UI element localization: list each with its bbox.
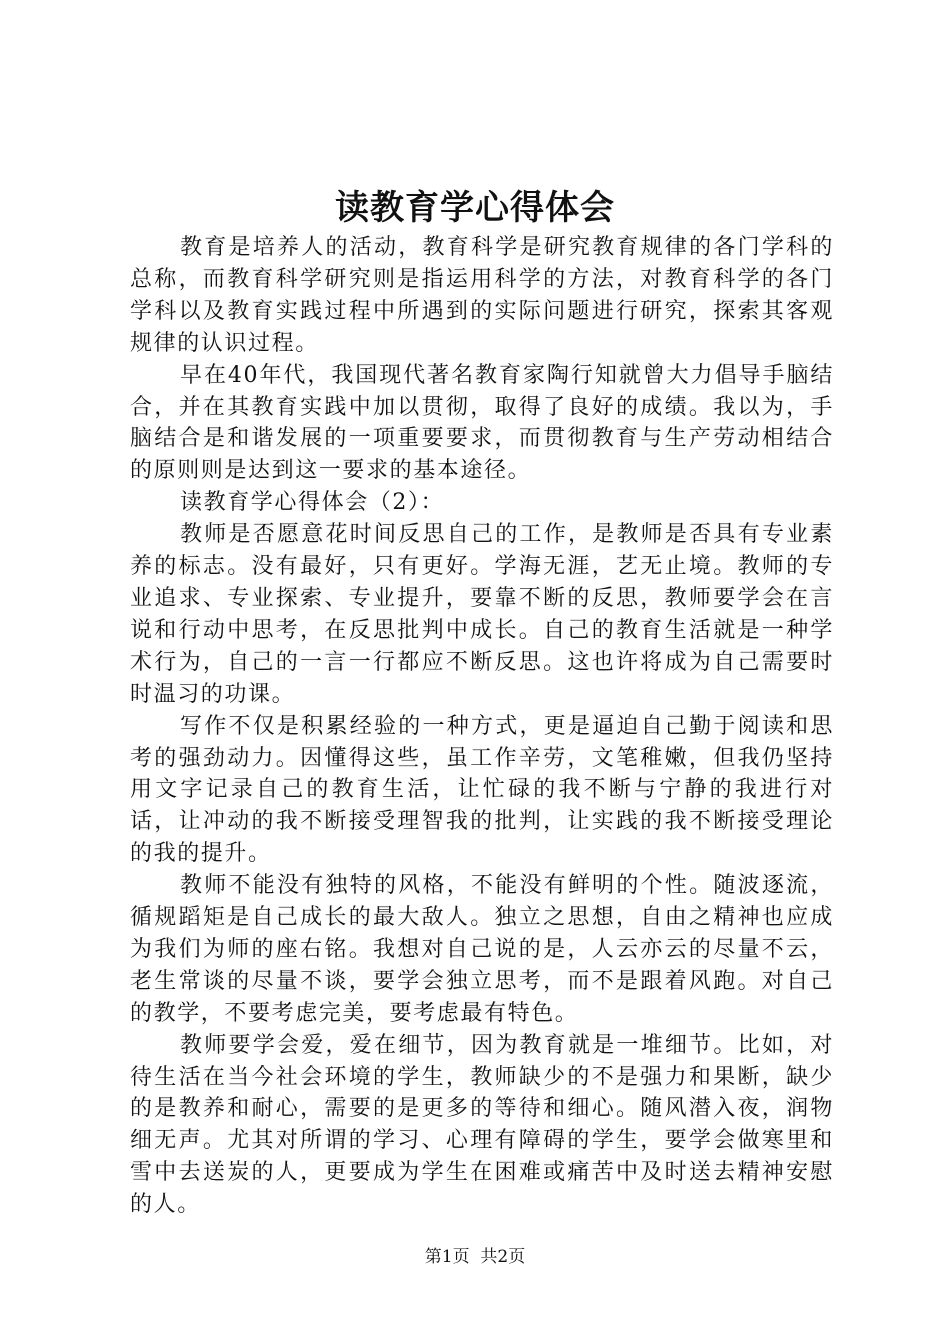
paragraph-4: 写作不仅是积累经验的一种方式，更是逼迫自己勤于阅读和思考的强劲动力。因懂得这些，虽工作辛劳，文笔稚嫩，但我仍坚持用文字记录自己的教育生活，让忙碌的我不断与宁静的我进行对话，让冲动的我不断接受理智我的批判，让实践的我不断接受理论的我的提升。 <box>130 713 834 867</box>
section-heading: 读教育学心得体会（2）： <box>180 490 445 516</box>
paragraph-2: 早在40年代，我国现代著名教育家陶行知就曾大力倡导手脑结合，并在其教育实践中加以贯彻，取得了良好的成绩。我以为，手脑结合是和谐发展的一项重要要求，而贯彻教育与生产劳动相结合的原则则是达到这一要求的基本途径。 <box>130 362 834 484</box>
paragraph-6: 教师要学会爱，爱在细节，因为教育就是一堆细节。比如，对待生活在当今社会环境的学生，教师缺少的不是强力和果断，缺少的是教养和耐心，需要的是更多的等待和细心。随风潜入夜，润物细无声。尤其对所谓的学习、心理有障碍的学生，要学会做寒里和雪中去送炭的人，更要成为学生在困难或痛苦中及时送去精神安慰的人。 <box>130 1032 834 1218</box>
page-total: 共2页 <box>480 1247 526 1267</box>
document-body <box>130 232 834 1221</box>
paragraph-1: 教育是培养人的活动，教育科学是研究教育规律的各门学科的总称，而教育科学研究则是指运用科学的方法，对教育科学的各门学科以及教育实践过程中所遇到的实际问题进行研究，探索其客观规律的认识过程。 <box>130 235 834 356</box>
paragraph-5: 教师不能没有独特的风格，不能没有鲜明的个性。随波逐流，循规蹈矩是自己成长的最大敌人。独立之思想，自由之精神也应成为我们为师的座右铭。我想对自己说的是，人云亦云的尽量不云，老生常谈的尽量不谈，要学会独立思考，而不是跟着风跑。对自己的教学，不要考虑完美，要考虑最有特色。 <box>130 873 834 1026</box>
paragraph-3: 教师是否愿意花时间反思自己的工作，是教师是否具有专业素养的标志。没有最好，只有更好。学海无涯，艺无止境。教师的专业追求、专业探索、专业提升，要靠不断的反思，教师要学会在言说和行动中思考，在反思批判中成长。自己的教育生活就是一种学术行为，自己的一言一行都应不断反思。这也许将成为自己需要时时温习的功课。 <box>130 522 834 707</box>
document-title: 读教育学心得体会 <box>335 188 615 228</box>
page-footer <box>0 1245 950 1269</box>
page-number: 第1页 <box>424 1247 470 1267</box>
